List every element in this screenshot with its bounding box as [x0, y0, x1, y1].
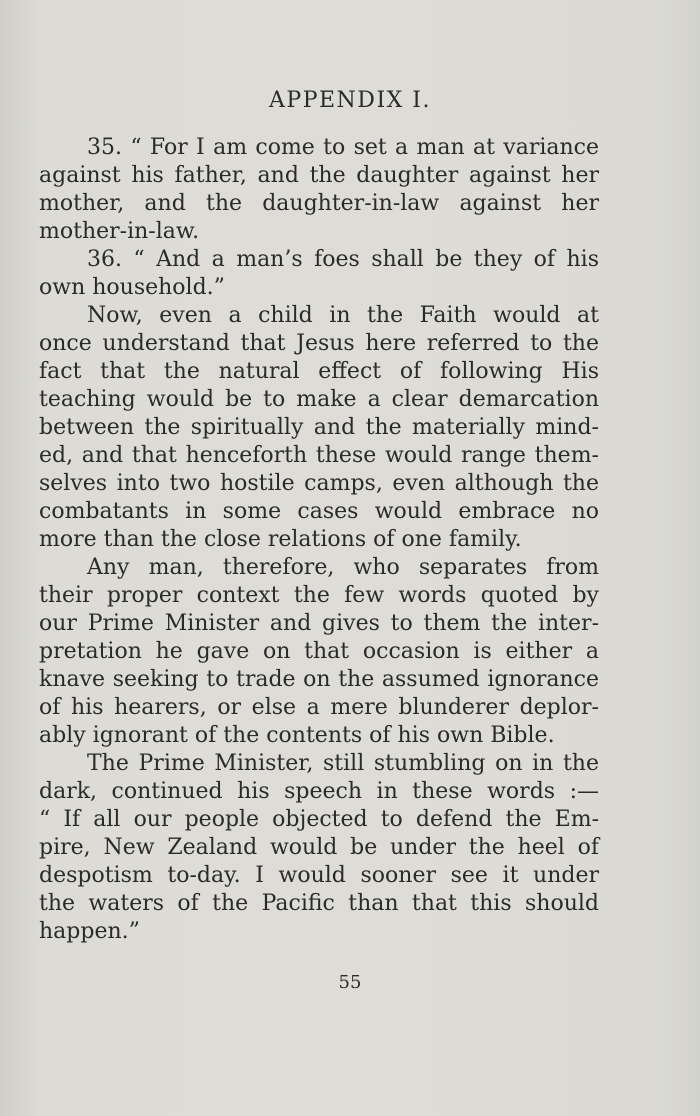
text-line: of his hearers, or else a mere blunderer deplor- — [39, 695, 599, 720]
text-line: Now, even a child in the Faith would at — [87, 303, 599, 328]
text-line: fact that the natural effect of following His — [39, 359, 599, 384]
text-line: mother-in-law. — [39, 219, 200, 244]
text-line: their proper context the few words quoted by — [39, 583, 599, 608]
text-line: despotism to-day. I would sooner see it under — [39, 863, 599, 888]
text-line: mother, and the daughter-in-law against her — [39, 191, 599, 216]
text-line: pretation he gave on that occasion is either a — [39, 639, 599, 664]
body-text — [39, 134, 599, 946]
text-line: more than the close relations of one family. — [39, 527, 522, 552]
text-line: against his father, and the daughter against her — [39, 163, 599, 188]
text-line: ed, and that henceforth these would range them- — [39, 443, 599, 468]
text-line: The Prime Minister, still stumbling on in the — [87, 751, 599, 776]
text-line: teaching would be to make a clear demarcation — [39, 387, 599, 412]
text-line: once understand that Jesus here referred to the — [39, 331, 599, 356]
running-head: APPENDIX I. — [269, 88, 431, 113]
text-line: selves into two hostile camps, even although the — [39, 471, 599, 496]
text-line: Any man, therefore, who separates from — [87, 555, 599, 580]
text-line: ably ignorant of the contents of his own Bible. — [39, 723, 555, 748]
text-line: “ If all our people objected to defend the Em- — [39, 807, 599, 832]
text-line: knave seeking to trade on the assumed ignorance — [39, 667, 599, 692]
text-line: happen.” — [39, 919, 140, 944]
text-line: dark, continued his speech in these words :— — [39, 779, 599, 804]
text-line: between the spiritually and the materially mind- — [39, 415, 599, 440]
page-number: 55 — [338, 972, 362, 993]
text-line: our Prime Minister and gives to them the inter- — [39, 611, 599, 636]
text-line: own household.” — [39, 275, 225, 300]
text-line: the waters of the Pacific than that this should — [39, 891, 599, 916]
text-line: combatants in some cases would embrace no — [39, 499, 599, 524]
text-line: 35. “ For I am come to set a man at variance — [87, 135, 599, 160]
text-line: pire, New Zealand would be under the heel of — [39, 835, 599, 860]
text-line: 36. “ And a man’s foes shall be they of his — [87, 247, 599, 272]
